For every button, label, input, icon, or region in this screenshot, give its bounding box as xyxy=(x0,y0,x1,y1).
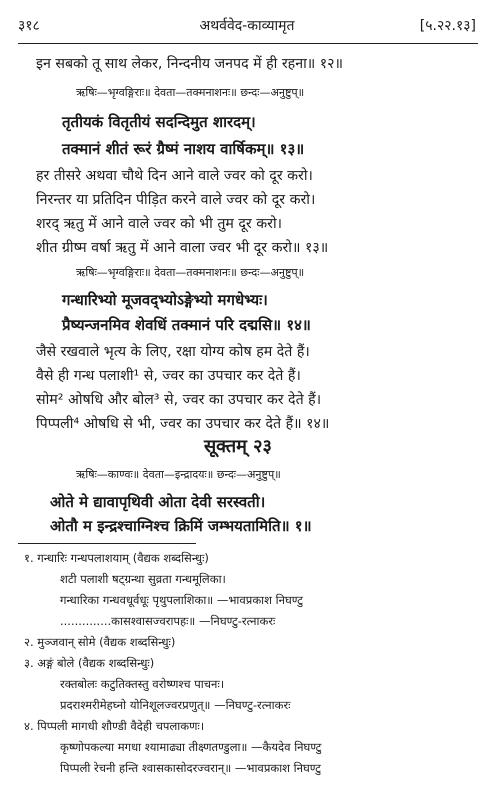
translation-line: शीत ग्रीष्म वर्षा ऋतु में आने वाला ज्वर भी दूर करो॥ १३॥ xyxy=(36,240,329,256)
translation-line: हर तीसरे अथवा चौथे दिन आने वाले ज्वर को दूर करो। xyxy=(36,168,313,184)
mantra-line: तृतीयकं वितृतीयं सदन्दिमुत शारदम्। xyxy=(62,113,256,131)
mantra-line: तक्मानं शीतं रूरं ग्रैष्मं नाशय वार्षिकम्॥ १३॥ xyxy=(62,140,305,158)
footnote-line: शटी पलाशी षट्ग्रन्था सुव्रता गन्धमूलिका। xyxy=(60,572,226,586)
translation-line: निरन्तर या प्रतिदिन पीड़ित करने वाले ज्वर को दूर करो। xyxy=(36,192,316,208)
translation-line: पिप्पली⁴ ओषधि से भी, ज्वर का उपचार कर देते हैं॥ १४॥ xyxy=(36,416,330,432)
footnote-line: ..............कासश्वासज्वरापहः॥ —निघण्टु-रत्नाकरः xyxy=(60,614,276,628)
verse-reference: [५.२२.१३] xyxy=(419,18,476,34)
page-header xyxy=(18,14,476,38)
header-rule xyxy=(18,43,478,44)
sukta-heading: सूक्तम् २३ xyxy=(204,436,272,457)
footnote-line: २. मुञ्जवान् सोमे (वैद्यक शब्दसिन्धुः) xyxy=(24,635,176,649)
footnote-line: रक्तबोलः कटुतिक्तस्तु वरोष्णश्च पाचनः। xyxy=(60,677,225,691)
translation-line: जैसे रखवाले भृत्य के लिए, रक्षा योग्य कोष हम देते हैं। xyxy=(36,344,310,360)
rishi-devata-line: ऋषिः—भृग्वङ्गिराः॥ देवता—तक्मनाशनः॥ छन्दः—अनुष्टुप्॥ xyxy=(76,266,305,279)
footnote-line: १. गन्धारिः गन्धपलाशयाम् (वैद्यक शब्दसिन्धुः) xyxy=(24,551,209,565)
rishi-devata-line: ऋषिः—काण्वः॥ देवता—इन्द्रादयः॥ छन्दः—अनुष्टुप्॥ xyxy=(76,468,281,481)
mantra-line: ओते मे द्यावापृथिवी ओता देवी सरस्वती। xyxy=(50,493,266,511)
mantra-line: प्रैष्यन्जनमिव शेवधिं तक्मानं परि दद्मसि॥ १४॥ xyxy=(62,316,311,334)
page-number: ३१८ xyxy=(18,18,40,34)
translation-line: शरद् ऋतु में आने वाले ज्वर को भी तुम दूर करो। xyxy=(36,216,282,232)
footnote-line: ४. पिप्पली मागधी शौण्डी वैदेही चपलाकणः। xyxy=(24,719,205,733)
mantra-line: गन्धारिभ्यो मूजवद्भ्योऽङ्गेभ्यो मगधेभ्यः। xyxy=(62,291,268,309)
footnote-line: ३. अङ्गं बोले (वैद्यक शब्दसिन्धुः) xyxy=(24,656,155,670)
footnote-line: पिप्पली रेचनी हन्ति श्वासकासोदरज्वरान्॥ —भावप्रकाश निघण्टु xyxy=(60,761,321,775)
footnote-rule xyxy=(18,543,196,544)
footnote-line: प्रदराश्मरीमेहघ्नो योनिशूलज्वरप्रणुत्॥ —निघण्टु-रत्नाकरः xyxy=(60,698,291,712)
mantra-line: ओतौ म इन्द्रश्चाग्निश्च क्रिमिं जम्भयतामिति॥ १॥ xyxy=(50,517,312,535)
translation-line: सोम² ओषधि और बोल³ से, ज्वर का उपचार कर देते हैं। xyxy=(36,392,322,408)
book-title: अथर्ववेद-काव्यामृत xyxy=(199,18,295,34)
rishi-devata-line: ऋषिः—भृग्वङ्गिराः॥ देवता—तक्मनाशनः॥ छन्दः—अनुष्टुप्॥ xyxy=(76,86,305,99)
translation-line: इन सबको तू साथ लेकर, निन्दनीय जनपद में ही रहना॥ १२॥ xyxy=(36,56,344,72)
translation-line: वैसे ही गन्ध पलाशी¹ से, ज्वर का उपचार कर देते हैं। xyxy=(36,368,301,384)
footnote-line: गन्धारिका गन्धवधूर्वधूः पृथुपलाशिका॥ —भावप्रकाश निघण्टु xyxy=(60,593,303,607)
footnote-line: कृष्णोपकल्या मगधा श्यामाढ्या तीक्ष्णतण्डुला॥ —कैयदेव निघण्टु xyxy=(60,740,322,754)
